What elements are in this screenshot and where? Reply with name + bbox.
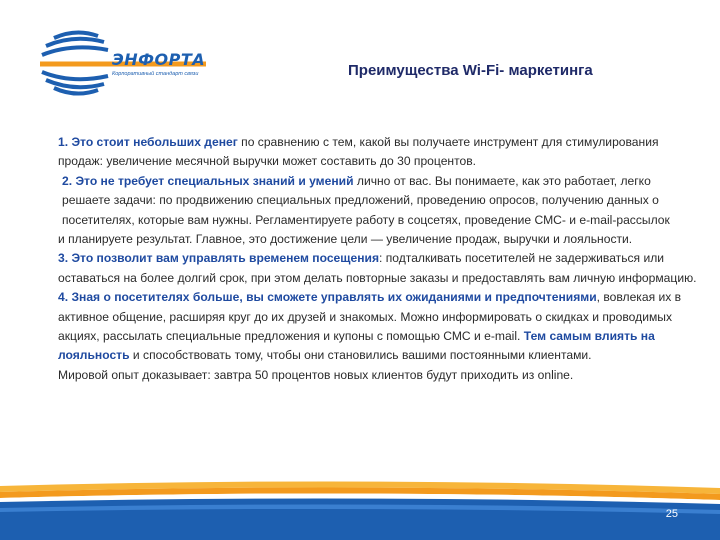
point-2: [58, 172, 698, 230]
page-number: 25: [665, 508, 678, 520]
logo-name: ЭНФОРТА: [112, 50, 206, 69]
point-4: [58, 288, 698, 366]
enforta-logo: [36, 28, 216, 98]
point-2-continued: и планируете результат. Главное, это достижение цели — увеличение продаж, выручки и лояльности.: [58, 232, 633, 247]
point-3-text: : подталкивать посетителей не задерживаться или оставаться на более долгий срок, при этом делать повторные заказы и предоставлять вам личную информацию.: [58, 251, 697, 285]
point-1-text: по сравнению с тем, какой вы получаете инструмент для стимулирования продаж: увеличение месячной выручки может составить до 30 процентов.: [58, 135, 659, 169]
point-2-heading: 2. Это не требует специальных знаний и умений: [62, 173, 354, 188]
point-2-text: лично от вас. Вы понимаете, как это работает, легко решаете задачи: по продвижению специальных предложений, проведению опросов, получению данных о посетителях, которые вам нужны. Регламентируете работу в соцсетях, проведение СМС- и e-mail-рассылок: [62, 173, 670, 227]
point-1: [58, 133, 698, 172]
footer-stripes: [0, 478, 720, 540]
point-3-heading: 3. Это позволит вам управлять временем посещения: [58, 251, 379, 266]
slide-body: [58, 133, 698, 385]
point-3: [58, 249, 698, 288]
point-4-text: , вовлекая их в активное общение, расширяя круг до их друзей и знакомых. Можно информировать о скидках и проводимых акциях, рассылать специальные предложения и купоны с помощью СМС и e-mail.: [58, 290, 682, 344]
slide-title: Преимущества Wi-Fi- маркетинга: [348, 62, 593, 79]
point-4-highlight: Тем самым влиять на лояльность: [58, 329, 655, 363]
logo-tagline: Корпоративный стандарт связи: [112, 71, 199, 77]
point-4-text-end: и способствовать тому, чтобы они становились вашими постоянными клиентами.: [129, 348, 592, 363]
point-4-heading: 4. Зная о посетителях больше, вы сможете управлять их ожиданиями и предпочтениями: [58, 290, 597, 305]
closing-statement: Мировой опыт доказывает: завтра 50 процентов новых клиентов будут приходить из online.: [58, 367, 574, 382]
point-1-heading: 1. Это стоит небольших денег: [58, 135, 238, 149]
